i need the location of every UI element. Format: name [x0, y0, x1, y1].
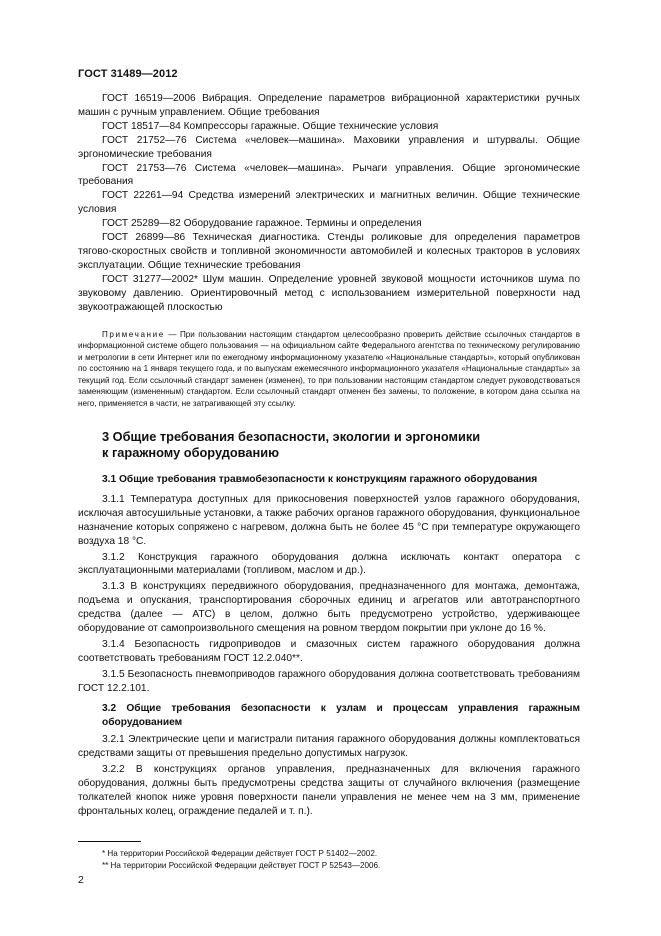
reference-item: ГОСТ 21753—76 Система «человек—машина». Рычаги управления. Общие эргономические требования [78, 162, 580, 188]
clause-3-1-2: 3.1.2 Конструкция гаражного оборудования должна исключать контакт оператора с эксплуатационными материалами (топливом, маслом и др.). [78, 551, 580, 577]
section-3-title [102, 429, 580, 460]
document-header: ГОСТ 31489—2012 [78, 68, 178, 80]
note-label: Примечание [102, 329, 165, 339]
reference-item: ГОСТ 22261—94 Средства измерений электрических и магнитных величин. Общие технические условия [78, 190, 580, 216]
reference-item: ГОСТ 26899—86 Техническая диагностика. Стенды роликовые для определения параметров тягово-скоростных свойств и топливной экономичности автомобилей и колесных тракторов в условиях эксплуатации. Общие технические требования [78, 232, 580, 271]
reference-item: ГОСТ 21752—76 Система «человек—машина». Маховики управления и штурвалы. Общие эргономические требования [78, 134, 580, 160]
normative-references-list [78, 92, 580, 315]
reference-item: ГОСТ 18517—84 Компрессоры гаражные. Общие технические условия [102, 120, 439, 132]
clause-3-1-1: 3.1.1 Температура доступных для прикосновения поверхностей узлов гаражного оборудования, исключая автосушильные установки, а также рабочих органов гаражного оборудования, функциональное назначение которых сопряжено с нагревом, должна быть не более 45 °С при температуре окружающего воздуха 18 °С. [78, 493, 580, 547]
clause-3-2-2: 3.2.2 В конструкциях органов управления, предназначенных для включения гаражного оборудования, должны быть предусмотрены средства защиты от случайного включения (размещение толкателей кнопок ниже уровня поверхности панели управления не менее чем на 3 мм, применение фронтальных колец, ограждение педалей и т. п.). [78, 764, 580, 817]
footnote-2: ** На территории Российской Федерации действует ГОСТ Р 52543—2006. [102, 861, 381, 871]
subsection-3-2-title: 3.2 Общие требования безопасности к узлам и процессам управления гаражным оборудованием [102, 702, 580, 728]
note-paragraph [78, 329, 580, 410]
section-3-title-line-2: к гаражному оборудованию [102, 444, 280, 460]
clause-3-2-1: 3.2.1 Электрические цепи и магистрали питания гаражного оборудования должны комплектоваться средствами защиты от превышения предельно допустимых нагрузок. [78, 734, 580, 760]
page-number: 2 [78, 874, 84, 886]
footnote-divider [78, 841, 141, 842]
footnote-1: * На территории Российской Федерации действует ГОСТ Р 51402—2002. [102, 848, 378, 858]
reference-item: ГОСТ 31277—2002* Шум машин. Определение уровней звуковой мощности источников шума по звуковому давлению. Ориентировочный метод с использованием измерительной поверхности над звукоотражающей плоскостью [78, 273, 580, 313]
clause-3-1-5: 3.1.5 Безопасность пневмоприводов гаражного оборудования должна соответствовать требованиям ГОСТ 12.2.101. [78, 668, 580, 694]
section-3-title-line-1: 3 Общие требования безопасности, экологии и эргономики [102, 429, 481, 444]
clause-3-1-3: 3.1.3 В конструкциях передвижного оборудования, предназначенного для монтажа, демонтажа, подъема и опускания, транспортирования сборочных единиц и агрегатов или автотранспортного средства (далее — АТС) в целом, должно быть предусмотрено устройство, удерживающее оборудование от самопроизвольного смещения на ровном твердом покрытии при уклоне до 16 %. [78, 581, 580, 635]
note-text: — При пользовании настоящим стандартом целесообразно проверить действие ссылочных стандартов в информационной системе общего пользования — на официальном сайте Федерального агентства по техническому регулированию и метрологии в сети Интернет или по ежегодному информационному указателю «Национальные стандарты», который опубликован по состоянию на 1 января текущего года, и по выпускам ежемесячного информационного указателя «Национальные стандарты» за текущий год. Если ссылочный стандарт заменен (изменен), то при пользовании настоящим стандартом следует руководствоваться заменяющим (измененным) стандартом. Если ссылочный стандарт отменен без замены, то положение, в котором дана ссылка на него, применяется в части, не затрагивающей эту ссылку. [78, 329, 580, 408]
reference-item: ГОСТ 25289—82 Оборудование гаражное. Термины и определения [102, 218, 422, 230]
page-content [78, 92, 580, 872]
reference-item: ГОСТ 16519—2006 Вибрация. Определение параметров вибрационной характеристики ручных машин с ручным управлением. Общие требования [78, 93, 580, 118]
clause-3-1-4: 3.1.4 Безопасность гидроприводов и смазочных систем гаражного оборудования должна соответствовать требованиям ГОСТ 12.2.040**. [78, 638, 580, 664]
subsection-3-1-title: 3.1 Общие требования травмобезопасности к конструкциям гаражного оборудования [102, 474, 538, 485]
